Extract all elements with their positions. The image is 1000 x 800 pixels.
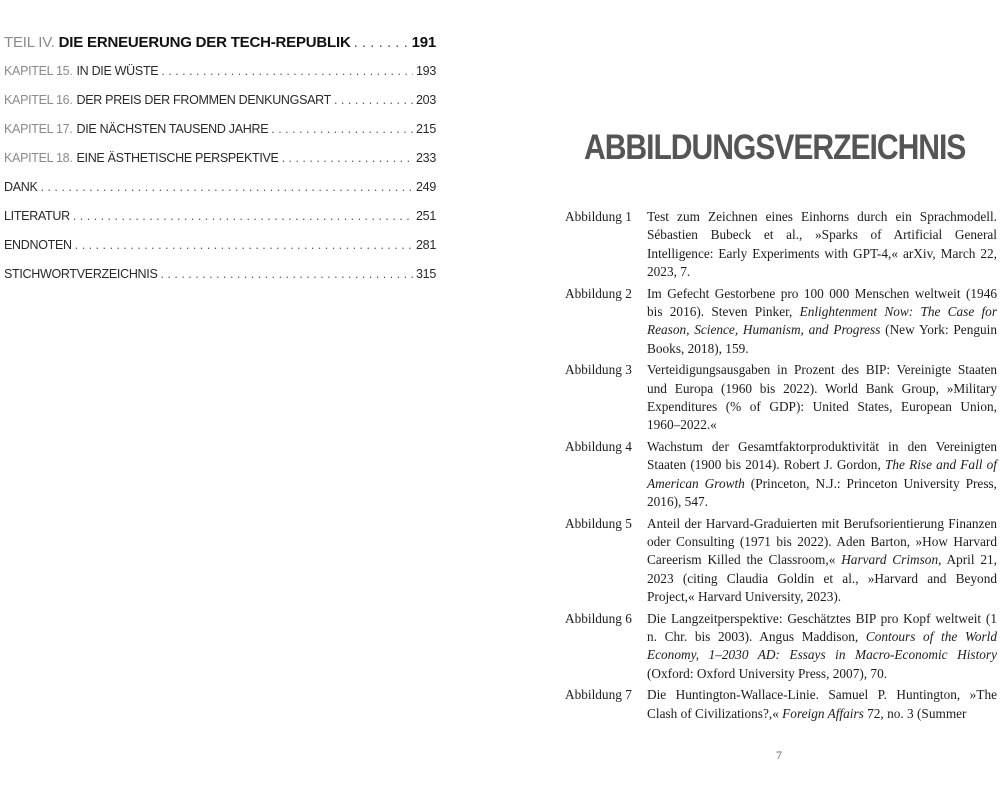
toc-leader-dots xyxy=(354,34,409,51)
caption-book-title: The Rise and Fall of American Growth xyxy=(647,457,997,491)
toc-section-title: STICHWORTVERZEICHNIS xyxy=(4,267,158,281)
toc-chapter-title: IN DIE WÜSTE xyxy=(76,64,159,78)
figure-entry-2 xyxy=(565,285,997,359)
figure-label: Abbildung 5 xyxy=(565,515,632,531)
toc-chapter-17[interactable] xyxy=(4,122,436,151)
caption-text: Die Huntington-Wallace-Linie. Samuel P. Huntington, »The Clash of Civilizations?,« xyxy=(647,687,997,721)
caption-book-title: Contours of the World Economy, 1–2030 AD: Essays in Macro-Economic History xyxy=(647,628,997,663)
caption-text: Die Langzeitperspektive: Geschätztes BIP pro Kopf weltweit (1 n. Chr. bis 2003). Angus Maddison, xyxy=(647,610,997,644)
caption-text: Test zum Zeichnen eines Einhorns durch ein Sprachmodell. Sébastien Bubeck et al., »Sparks of Artificial General Intelligence: Early Experiments with GPT-4,« arXiv, March 22, 2023, 7. xyxy=(647,209,997,280)
caption-text: Verteidigungsausgaben in Prozent des BIP: Vereinigte Staaten und Europa (1960 bis 2022). World Bank Group, »Military Expenditures (% of GDP): United States, European Union, 1960–2022.« xyxy=(647,362,997,433)
figure-caption xyxy=(647,361,997,435)
toc-page-number: 203 xyxy=(416,93,436,107)
toc-leader-dots xyxy=(161,267,414,281)
caption-text: , April 21, 2023 (citing Claudia Goldin et al., »Harvard and Beyond Project,« Harvard University, 2023). xyxy=(647,552,997,605)
toc-part-iv[interactable] xyxy=(4,34,436,64)
toc-leader-dots xyxy=(334,93,413,107)
figure-caption xyxy=(647,610,997,684)
figure-label: Abbildung 1 xyxy=(565,209,632,224)
toc-page-number: 191 xyxy=(411,34,436,51)
toc-chapter-15[interactable] xyxy=(4,64,436,93)
toc-chapter-16[interactable] xyxy=(4,93,436,122)
toc-page-number: 233 xyxy=(416,151,436,165)
figure-caption xyxy=(647,686,997,723)
toc-chapter-prefix: KAPITEL 16. xyxy=(4,93,73,107)
figure-caption xyxy=(647,515,997,607)
figure-label: Abbildung 7 xyxy=(565,687,632,703)
toc-section-title: ENDNOTEN xyxy=(4,238,72,252)
caption-text: Wachstum der Gesamtfaktorproduktivität in den Vereinigten Staaten (1900 bis 2014). Robert J. Gordon, xyxy=(647,438,997,473)
toc-leader-dots xyxy=(75,238,413,252)
toc-chapter-title: EINE ÄSTHETISCHE PERSPEKTIVE xyxy=(76,151,279,165)
toc-dank[interactable] xyxy=(4,180,436,209)
toc-chapter-prefix: KAPITEL 17. xyxy=(4,122,73,136)
figure-entry-4 xyxy=(565,438,997,512)
figure-label: Abbildung 3 xyxy=(565,362,632,378)
caption-text: (Oxford: Oxford University Press, 2007), 70. xyxy=(647,665,888,681)
toc-chapter-18[interactable] xyxy=(4,151,436,180)
figure-caption xyxy=(647,438,997,512)
toc-page-number: 249 xyxy=(416,180,436,194)
toc-leader-dots xyxy=(41,180,414,194)
list-of-figures-heading: ABBILDUNGSVERZEICHNIS xyxy=(584,128,966,167)
figure-entry-1 xyxy=(565,208,997,282)
figure-entry-6 xyxy=(565,610,997,684)
toc-stichwortverzeichnis[interactable] xyxy=(4,267,436,296)
figure-label: Abbildung 4 xyxy=(565,438,632,454)
toc-page-number: 315 xyxy=(416,267,436,281)
caption-text: 72, no. 3 (Summer xyxy=(863,705,967,721)
figure-entry-5 xyxy=(565,515,997,607)
toc-chapter-prefix: KAPITEL 18. xyxy=(4,151,73,165)
figure-caption xyxy=(647,208,997,282)
caption-text: (Princeton, N.J.: Princeton University Press, 2016), 547. xyxy=(647,475,997,510)
toc-page-number: 193 xyxy=(416,64,436,78)
toc-leader-dots xyxy=(271,122,413,136)
toc-section-title: LITERATUR xyxy=(4,209,70,223)
toc-literatur[interactable] xyxy=(4,209,436,238)
caption-text: Im Gefecht Gestorbene pro 100 000 Menschen weltweit (1946 bis 2016). Steven Pinker, xyxy=(647,285,997,320)
caption-book-title: Enlightenment Now: The Case for Reason, Science, Humanism, and Progress xyxy=(647,304,998,338)
toc-section-title: DANK xyxy=(4,180,38,194)
toc-leader-dots xyxy=(282,151,413,165)
toc-page-number: 281 xyxy=(416,238,436,252)
caption-publication-title: Foreign Affairs xyxy=(782,705,864,721)
toc-leader-dots xyxy=(161,64,413,78)
toc-page-number: 215 xyxy=(416,122,436,136)
toc-leader-dots xyxy=(73,209,413,223)
list-of-figures xyxy=(565,208,997,726)
page-number: 7 xyxy=(776,748,782,762)
caption-text: (New York: Penguin Books, 2018), 159. xyxy=(647,322,997,356)
toc-page-number: 251 xyxy=(416,209,436,223)
figure-label: Abbildung 6 xyxy=(565,610,632,626)
figure-entry-7 xyxy=(565,686,997,723)
toc-endnoten[interactable] xyxy=(4,238,436,267)
caption-publication-title: Harvard Crimson xyxy=(841,552,939,568)
figure-caption xyxy=(647,285,997,359)
figure-label: Abbildung 2 xyxy=(565,285,632,301)
toc-chapter-title: DIE NÄCHSTEN TAUSEND JAHRE xyxy=(76,122,269,136)
toc-chapter-prefix: KAPITEL 15. xyxy=(4,64,73,78)
figure-entry-3 xyxy=(565,361,997,435)
caption-text: Anteil der Harvard-Graduierten mit Berufsorientierung Finanzen oder Consulting (1971 bis 2022). Aden Barton, »How Harvard Careerism Killed the Classroom,« xyxy=(647,515,997,568)
toc-part-title: DIE ERNEUERUNG DER TECH-REPUBLIK xyxy=(58,34,351,51)
table-of-contents xyxy=(4,34,436,296)
toc-part-prefix: TEIL IV. xyxy=(4,34,55,51)
toc-chapter-title: DER PREIS DER FROMMEN DENKUNGSART xyxy=(76,93,331,107)
